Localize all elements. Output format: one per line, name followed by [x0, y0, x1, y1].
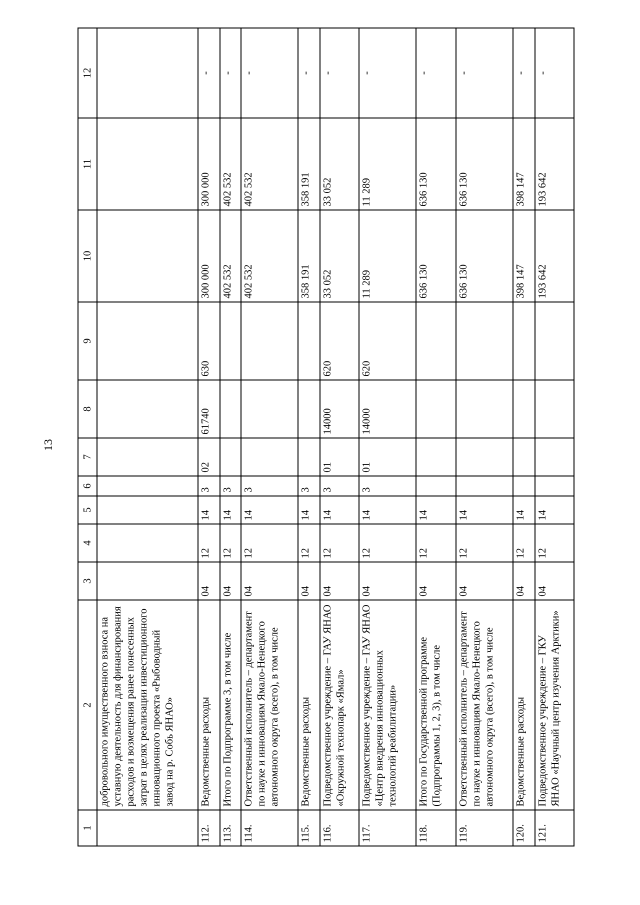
table-cell: 402 532 [241, 118, 298, 210]
table-cell: - [298, 28, 320, 118]
table-cell: 14000 [320, 380, 359, 438]
table-cell: 12 [220, 524, 242, 562]
row-number-cell: 113. [220, 810, 242, 846]
page-number: 13 [41, 439, 55, 451]
table-cell [97, 438, 198, 476]
header-cell: 8 [78, 380, 97, 438]
table-cell: 14 [535, 496, 574, 524]
table-cell: 14 [198, 496, 220, 524]
table-cell: 12 [456, 524, 513, 562]
table-cell: 3 [198, 476, 220, 496]
header-cell: 2 [78, 600, 97, 810]
table-cell: 12 [298, 524, 320, 562]
table-row [298, 28, 320, 846]
table-cell: 300 000 [198, 118, 220, 210]
table-cell: 14 [456, 496, 513, 524]
table-cell [298, 380, 320, 438]
table-cell: 04 [298, 562, 320, 600]
table-cell: 33 052 [320, 210, 359, 302]
table-cell [97, 496, 198, 524]
table-cell: - [320, 28, 359, 118]
table-cell: 620 [320, 302, 359, 380]
table-row [359, 28, 416, 846]
table-cell: 620 [359, 302, 416, 380]
table-cell [220, 438, 242, 476]
table-cell: 02 [198, 438, 220, 476]
table-cell: 14 [298, 496, 320, 524]
table-cell [298, 302, 320, 380]
table-cell: 636 130 [416, 210, 455, 302]
description-cell: Ответственный исполнитель – департамент по науке и инновациям Ямало-Ненецкого автономного округа (всего), в том числе [456, 600, 513, 810]
table-cell: 04 [359, 562, 416, 600]
table-cell: 3 [298, 476, 320, 496]
row-number-cell: 115. [298, 810, 320, 846]
table-cell: 61740 [198, 380, 220, 438]
table-cell: 402 532 [241, 210, 298, 302]
table-cell [97, 210, 198, 302]
table-cell: 3 [359, 476, 416, 496]
budget-table [78, 28, 575, 847]
table-cell [298, 438, 320, 476]
table-cell [97, 380, 198, 438]
row-number-cell: 119. [456, 810, 513, 846]
description-cell: Итого по Государственной программе (Подпрограммы 1, 2, 3), в том числе [416, 600, 455, 810]
table-cell: - [359, 28, 416, 118]
table-cell: 193 642 [535, 210, 574, 302]
table-cell [456, 476, 513, 496]
table-cell: 630 [198, 302, 220, 380]
table-cell: 3 [241, 476, 298, 496]
table-cell: 04 [416, 562, 455, 600]
description-cell: Подведомственное учреждение – ГАУ ЯНАО «Центр внедрения инновационных технологий реабилитации» [359, 600, 416, 810]
table-cell [97, 28, 198, 118]
table-cell: 14 [320, 496, 359, 524]
table-row [456, 28, 513, 846]
table-cell: - [513, 28, 535, 118]
description-cell: Подведомственное учреждение – ГАУ ЯНАО «Окружной технопарк «Ямал» [320, 600, 359, 810]
description-cell: Ведомственные расходы [513, 600, 535, 810]
description-cell: Подведомственное учреждение – ГКУ ЯНАО «Научный центр изучения Арктики» [535, 600, 574, 810]
table-cell [535, 302, 574, 380]
table-cell: - [416, 28, 455, 118]
table-cell: 04 [320, 562, 359, 600]
header-cell: 1 [78, 810, 97, 846]
table-cell [513, 380, 535, 438]
header-cell: 3 [78, 562, 97, 600]
table-cell: 12 [535, 524, 574, 562]
table-row [97, 28, 198, 846]
table-cell: 04 [535, 562, 574, 600]
row-number-cell: 117. [359, 810, 416, 846]
row-number-cell: 114. [241, 810, 298, 846]
table-cell [97, 302, 198, 380]
table-cell: 402 532 [220, 118, 242, 210]
table-cell: 04 [513, 562, 535, 600]
table-cell: 300 000 [198, 210, 220, 302]
table-cell: 33 052 [320, 118, 359, 210]
table-cell: 3 [220, 476, 242, 496]
table-cell: 398 147 [513, 210, 535, 302]
table-cell [535, 380, 574, 438]
table-cell [241, 438, 298, 476]
table-cell: 636 130 [456, 118, 513, 210]
table-cell [513, 476, 535, 496]
table-cell: 358 191 [298, 118, 320, 210]
header-cell: 7 [78, 438, 97, 476]
table-cell: 14000 [359, 380, 416, 438]
table-row [241, 28, 298, 846]
table-cell: 01 [320, 438, 359, 476]
table-cell: - [220, 28, 242, 118]
table-row [513, 28, 535, 846]
table-cell: 12 [198, 524, 220, 562]
table-cell: 14 [241, 496, 298, 524]
table-cell: 12 [359, 524, 416, 562]
table-cell: - [456, 28, 513, 118]
row-number-cell: 118. [416, 810, 455, 846]
table-cell: 14 [220, 496, 242, 524]
table-cell [241, 380, 298, 438]
table-cell [416, 380, 455, 438]
table-cell: 12 [320, 524, 359, 562]
header-cell: 9 [78, 302, 97, 380]
header-cell: 5 [78, 496, 97, 524]
description-cell: добровольного имущественного взноса на уставную деятельность для финансирования расходов и возмещения ранее понесенных затрат в целях реализации инвестиционного инновационного проекта «Рыбоводный завод на р. Собь ЯНАО» [97, 600, 198, 810]
table-cell [241, 302, 298, 380]
table-cell: 14 [416, 496, 455, 524]
table-cell: 04 [241, 562, 298, 600]
table-cell [456, 438, 513, 476]
description-cell: Ведомственные расходы [198, 600, 220, 810]
table-cell: - [198, 28, 220, 118]
header-row [78, 28, 97, 846]
table-cell: 14 [359, 496, 416, 524]
table-cell [416, 438, 455, 476]
row-number-cell [97, 810, 198, 846]
row-number-cell: 121. [535, 810, 574, 846]
table-cell: 04 [198, 562, 220, 600]
table-cell [97, 524, 198, 562]
table-cell [416, 476, 455, 496]
header-cell: 12 [78, 28, 97, 118]
table-cell: 3 [320, 476, 359, 496]
table-cell: 12 [416, 524, 455, 562]
table-cell: 01 [359, 438, 416, 476]
table-cell: 402 532 [220, 210, 242, 302]
header-cell: 4 [78, 524, 97, 562]
description-cell: Ведомственные расходы [298, 600, 320, 810]
row-number-cell: 120. [513, 810, 535, 846]
header-cell: 11 [78, 118, 97, 210]
description-cell: Итого по Подпрограмме 3, в том числе [220, 600, 242, 810]
table-cell: 04 [456, 562, 513, 600]
table-row [416, 28, 455, 846]
table-cell [416, 302, 455, 380]
table-cell: 11 289 [359, 210, 416, 302]
table-cell: - [241, 28, 298, 118]
description-cell: Ответственный исполнитель – департамент по науке и инновациям Ямало-Ненецкого автономного округа (всего), в том числе [241, 600, 298, 810]
table-row [198, 28, 220, 846]
table-cell [97, 562, 198, 600]
table-cell: - [535, 28, 574, 118]
table-cell: 12 [241, 524, 298, 562]
table-row [220, 28, 242, 846]
table-cell [97, 118, 198, 210]
table-cell: 636 130 [416, 118, 455, 210]
row-number-cell: 116. [320, 810, 359, 846]
table-cell [456, 302, 513, 380]
table-row [535, 28, 574, 846]
table-cell [97, 476, 198, 496]
table-cell: 04 [220, 562, 242, 600]
table-cell [513, 302, 535, 380]
table-cell: 11 289 [359, 118, 416, 210]
header-cell: 10 [78, 210, 97, 302]
table-cell [456, 380, 513, 438]
table-row [320, 28, 359, 846]
table-body [97, 28, 574, 846]
row-number-cell: 112. [198, 810, 220, 846]
table-cell [220, 302, 242, 380]
table-cell: 358 191 [298, 210, 320, 302]
table-cell [220, 380, 242, 438]
table-cell: 193 642 [535, 118, 574, 210]
rotated-table-container [78, 29, 575, 847]
table-cell: 12 [513, 524, 535, 562]
table-cell: 14 [513, 496, 535, 524]
table-cell: 636 130 [456, 210, 513, 302]
table-cell [513, 438, 535, 476]
table-cell [535, 476, 574, 496]
header-cell: 6 [78, 476, 97, 496]
table-cell [535, 438, 574, 476]
table-cell: 398 147 [513, 118, 535, 210]
